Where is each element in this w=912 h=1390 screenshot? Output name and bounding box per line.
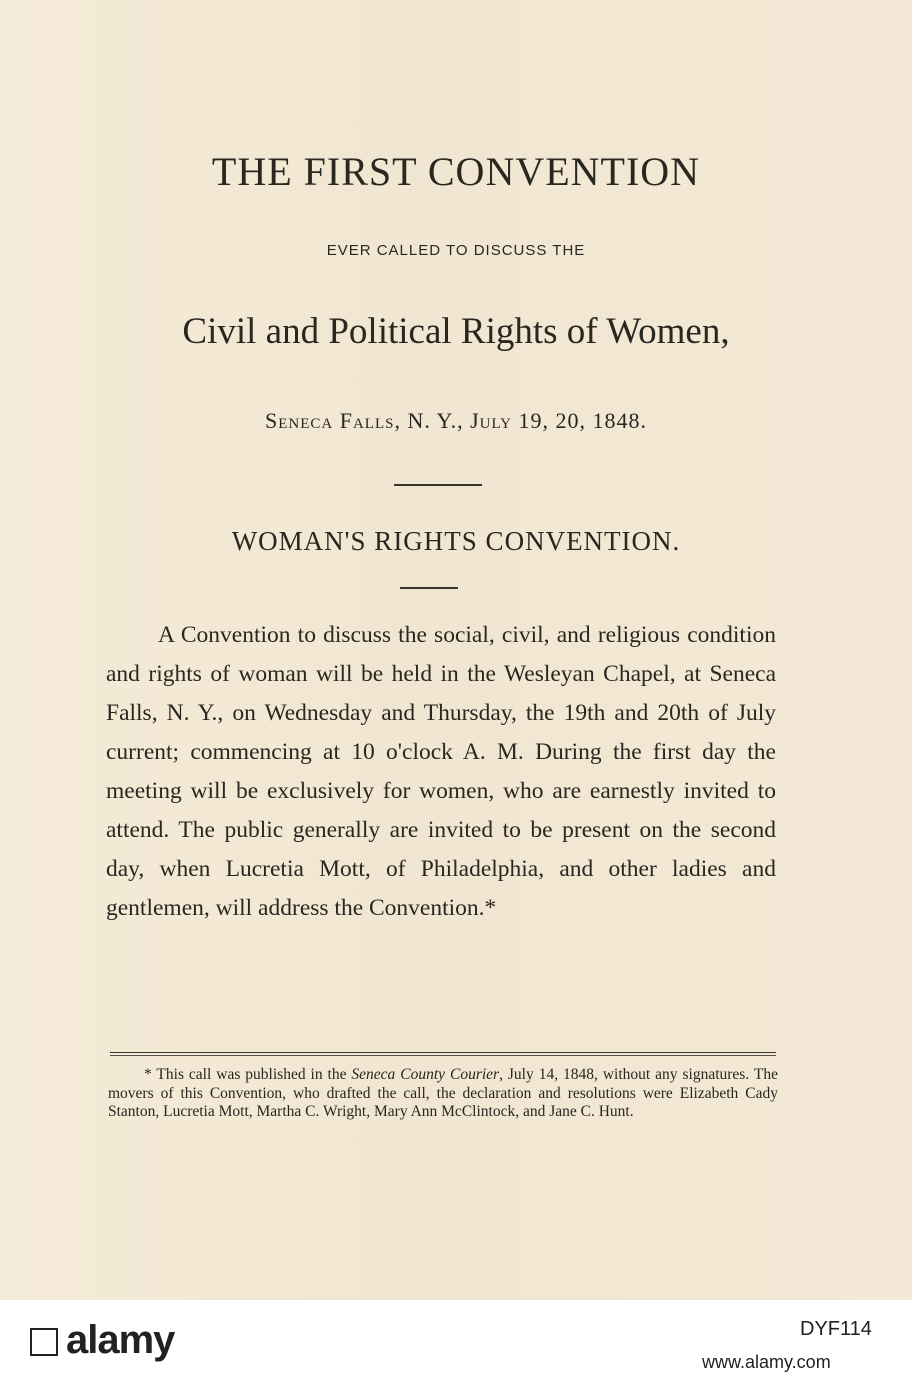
body-paragraph: A Convention to discuss the social, civil, and religious condition and rights of woman will be held in the Wesleyan Chapel, at Seneca Falls, N. Y., on Wednesday and Thursday, the 19th and 20th of July current; commencing at 10 o'clock A. M. During the first day the meeting will be exclusively for women, who are earnestly invited to attend. The public generally are invited to be present on the second day, when Lucretia Mott, of Philadelphia, and other ladies and gentlemen, will address the Convention.* [106,622,776,921]
watermark-url: www.alamy.com [702,1352,831,1372]
watermark-logo [30,1318,174,1363]
footnote-rule [110,1052,776,1053]
document-title: THE FIRST CONVENTION [211,149,701,194]
place-name: Seneca Falls [265,408,395,433]
place-state: , N. Y., [394,408,471,433]
footnote-rest: , July 14, 1848, without any signatures. The movers of this Convention, who drafted the call, the declaration and resolutions were Elizabeth Cady Stanton, Lucretia Mott, Martha C. Wright, Mary Ann McClintock, and Jane C. Hunt. [108,1066,778,1120]
document-subtitle: EVER CALLED TO DISCUSS THE [326,242,586,259]
place-dates: 19, 20, 1848. [511,408,647,433]
footnote-source: Seneca County Courier [351,1066,500,1083]
place-month: July [470,408,512,433]
document-heading: Civil and Political Rights of Women, [182,311,730,352]
footnote [108,1066,778,1122]
watermark-image-id: DYF114 [800,1318,872,1340]
divider [400,587,458,589]
place-and-date [0,408,912,434]
footnote-rule [110,1055,776,1056]
logo-icon [30,1328,58,1356]
watermark-logo-text: alamy [66,1318,175,1362]
divider [394,484,482,486]
footnote-lead: * This call was published in the [144,1066,352,1083]
convention-title: WOMAN'S RIGHTS CONVENTION. [231,526,681,556]
